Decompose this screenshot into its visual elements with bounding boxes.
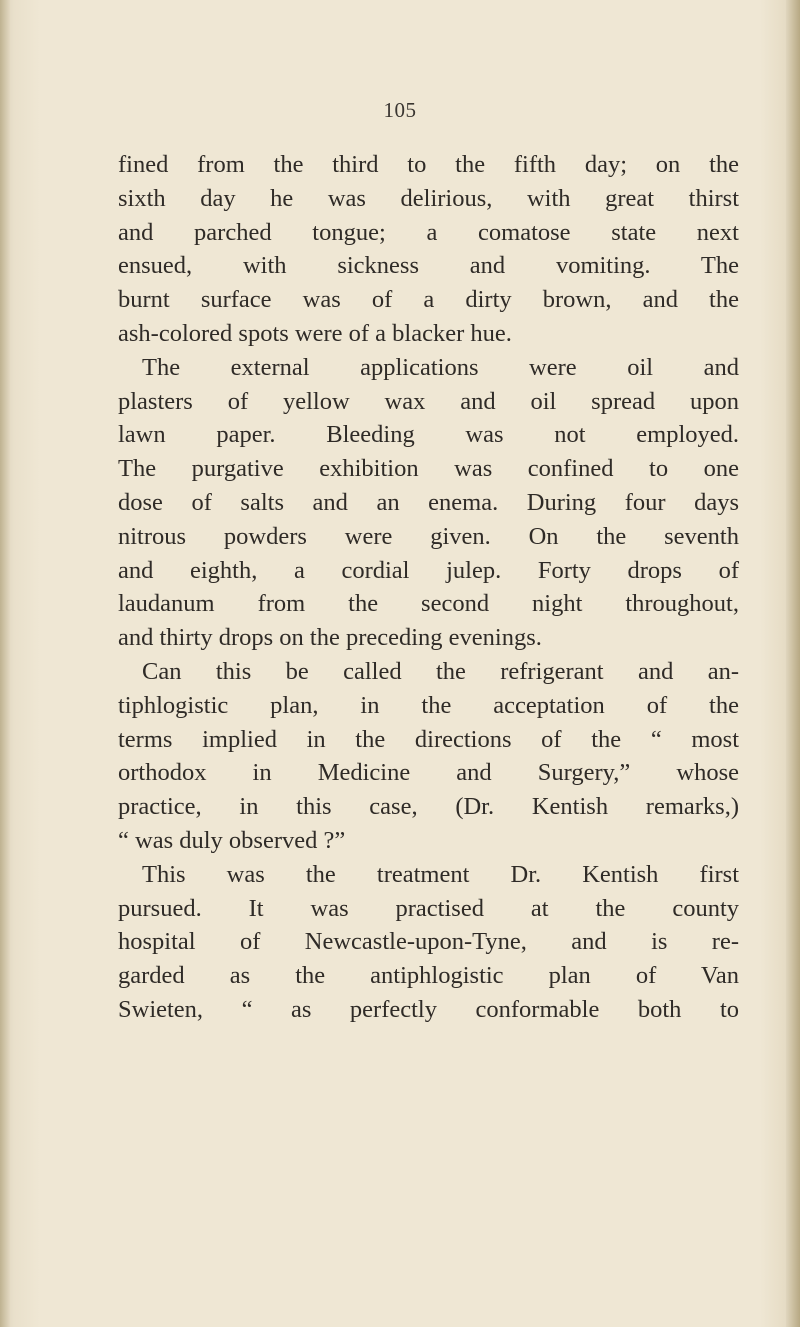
text-line: This was the treatment Dr. Kentish first: [142, 860, 739, 888]
text-line: ensued, with sickness and vomiting. The: [118, 252, 739, 280]
text-line: plasters of yellow wax and oil spread upon: [118, 387, 739, 415]
text-line: practice, in this case, (Dr. Kentish remarks,): [118, 793, 739, 821]
text-line: orthodox in Medicine and Surgery,” whose: [118, 759, 739, 787]
text-line: Can this be called the refrigerant and an-: [142, 657, 739, 685]
text-line: and eighth, a cordial julep. Forty drops of: [118, 556, 739, 584]
text-line: and parched tongue; a comatose state next: [118, 218, 739, 246]
body-text: [118, 148, 739, 1027]
text-line: burnt surface was of a dirty brown, and the: [118, 286, 739, 314]
text-line: and thirty drops on the preceding evenings.: [118, 624, 542, 652]
page-edge-right: [786, 0, 800, 1327]
text-line: The external applications were oil and: [142, 353, 739, 381]
text-line: The purgative exhibition was confined to one: [118, 455, 739, 483]
text-line: ash-colored spots were of a blacker hue.: [118, 319, 512, 347]
text-line: laudanum from the second night throughout,: [118, 590, 739, 618]
text-line: garded as the antiphlogistic plan of Van: [118, 962, 739, 990]
text-line: tiphlogistic plan, in the acceptation of the: [118, 691, 739, 719]
text-line: sixth day he was delirious, with great thirst: [118, 184, 739, 212]
text-line: fined from the third to the fifth day; on the: [118, 151, 739, 178]
text-line: Swieten, “ as perfectly conformable both to: [118, 995, 739, 1023]
text-line: pursued. It was practised at the county: [118, 894, 739, 922]
text-line: lawn paper. Bleeding was not employed.: [118, 421, 739, 449]
text-line: nitrous powders were given. On the seventh: [118, 522, 739, 550]
text-line: dose of salts and an enema. During four days: [118, 488, 739, 516]
text-line: “ was duly observed ?”: [118, 826, 346, 854]
text-line: terms implied in the directions of the “ most: [118, 725, 739, 753]
page-edge-left: [0, 0, 10, 1327]
text-line: hospital of Newcastle-upon-Tyne, and is re-: [118, 928, 739, 956]
page-number: 105: [383, 98, 417, 122]
